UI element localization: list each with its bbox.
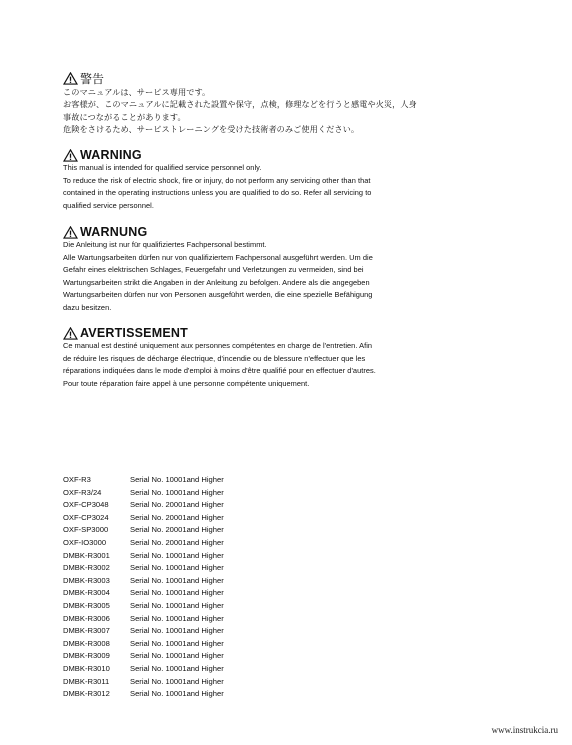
serial-range: Serial No. 10001and Higher [130,663,224,673]
serial-row [63,537,224,550]
model-name: DMBK-R3002 [63,563,110,573]
body-line: このマニュアルは、サービス専用です。 [63,88,211,97]
model-name: OXF-CP3048 [63,500,109,510]
serial-row [63,625,224,638]
body-line: Pour toute réparation faire appel à une personne compétente uniquement. [63,378,310,388]
warning-section-en [63,148,533,212]
body-line: Wartungsarbeiten dürfen nur von Personen ausgeführt werden, die eine spezielle Befähigung [63,290,373,300]
section-heading [63,148,533,162]
serial-range: Serial No. 10001and Higher [130,475,224,484]
model-name: DMBK-R3001 [63,550,110,560]
serial-range: Serial No. 10001and Higher [130,676,224,686]
model-name: OXF-R3 [63,475,91,484]
serial-row [63,575,224,588]
serial-number-list [63,474,224,701]
serial-row [63,638,224,651]
body-line: This manual is intended for qualified service personnel only. [63,163,262,172]
model-name: DMBK-R3009 [63,651,110,661]
warning-triangle-icon [63,149,78,162]
serial-row [63,613,224,626]
serial-range: Serial No. 10001and Higher [130,563,224,573]
body-line: To reduce the risk of electric shock, fire or injury, do not perform any servicing other than that [63,175,371,185]
serial-range: Serial No. 10001and Higher [130,550,224,560]
serial-row [63,650,224,663]
serial-row [63,600,224,613]
model-name: DMBK-R3010 [63,663,110,673]
serial-row [63,512,224,525]
serial-row [63,562,224,575]
warning-triangle-icon [63,327,78,340]
warning-triangle-icon [63,72,78,85]
section-body [63,239,533,315]
warning-section-de [63,225,533,315]
section-heading [63,225,533,239]
section-title: AVERTISSEMENT [80,326,188,340]
section-body [63,162,533,212]
serial-range: Serial No. 20001and Higher [130,537,224,547]
serial-row [63,663,224,676]
body-line: Die Anleitung ist nur für qualifiziertes Fachpersonal bestimmt. [63,240,267,249]
body-line: de réduire les risques de décharge électrique, d'incendie ou de blessure n'effectuer que les [63,353,366,363]
model-name: DMBK-R3006 [63,613,110,623]
model-name: DMBK-R3012 [63,689,110,699]
serial-row [63,587,224,600]
model-name: DMBK-R3005 [63,600,110,610]
serial-row [63,688,224,701]
body-line: 事故につながることがあります。 [63,112,186,122]
section-heading [63,70,533,87]
model-name: OXF-SP3000 [63,525,109,535]
body-line: 危険をさけるため、サービストレーニングを受けた技術者のみご使用ください。 [63,125,360,135]
model-name: DMBK-R3003 [63,575,110,585]
serial-range: Serial No. 10001and Higher [130,626,224,636]
model-name: DMBK-R3008 [63,638,110,648]
body-line: Ce manual est destiné uniquement aux personnes compétentes en charge de l'entretien. Afin [63,341,373,350]
section-heading [63,326,533,340]
serial-range: Serial No. 10001and Higher [130,600,224,610]
serial-range: Serial No. 20001and Higher [130,512,224,522]
body-line: réparations indiquées dans le mode d'emploi à moins d'être qualifié pour en effectuer d'autres. [63,366,376,376]
body-line: Wartungsarbeiten strikt die Angaben in der Anleitung zu befolgen. Andere als die angegeben [63,277,370,287]
section-body [63,87,533,137]
serial-range: Serial No. 20001and Higher [130,500,224,510]
model-name: OXF-IO3000 [63,537,107,547]
body-line: お客様が、このマニュアルに記載された設置や保守，点検，修理などを行うと感電や火災，人身 [63,100,417,110]
serial-row [63,487,224,500]
model-name: OXF-CP3024 [63,512,109,522]
serial-range: Serial No. 10001and Higher [130,689,224,699]
serial-range: Serial No. 10001and Higher [130,613,224,623]
serial-row [63,524,224,537]
serial-row [63,474,224,487]
model-name: DMBK-R3011 [63,676,110,686]
section-body [63,340,533,390]
body-line: qualified service personnel. [63,200,154,210]
serial-range: Serial No. 10001and Higher [130,487,224,497]
body-line: Alle Wartungsarbeiten dürfen nur von qualifiziertem Fachpersonal ausgeführt werden. Um die [63,252,373,262]
serial-range: Serial No. 20001and Higher [130,525,224,535]
section-title: WARNING [80,148,142,162]
serial-row [63,550,224,563]
watermark: www.instrukcia.ru [491,725,558,735]
serial-range: Serial No. 10001and Higher [130,575,224,585]
body-line: Gefahr eines elektrischen Schlages, Feuergefahr und Verletzungen zu vermeiden, sind bei [63,265,364,275]
model-name: DMBK-R3004 [63,588,110,598]
body-line: contained in the operating instructions unless you are qualified to do so. Refer all servicing to [63,188,372,198]
section-title: WARNUNG [80,225,148,239]
section-title: 警告 [80,72,105,86]
serial-row [63,499,224,512]
serial-range: Serial No. 10001and Higher [130,651,224,661]
body-line: dazu besitzen. [63,302,112,312]
model-name: OXF-R3/24 [63,487,102,497]
warning-section-ja [63,70,533,137]
serial-range: Serial No. 10001and Higher [130,638,224,648]
serial-range: Serial No. 10001and Higher [130,588,224,598]
warning-section-fr [63,326,533,390]
serial-row [63,676,224,689]
model-name: DMBK-R3007 [63,626,110,636]
warning-triangle-icon [63,226,78,239]
